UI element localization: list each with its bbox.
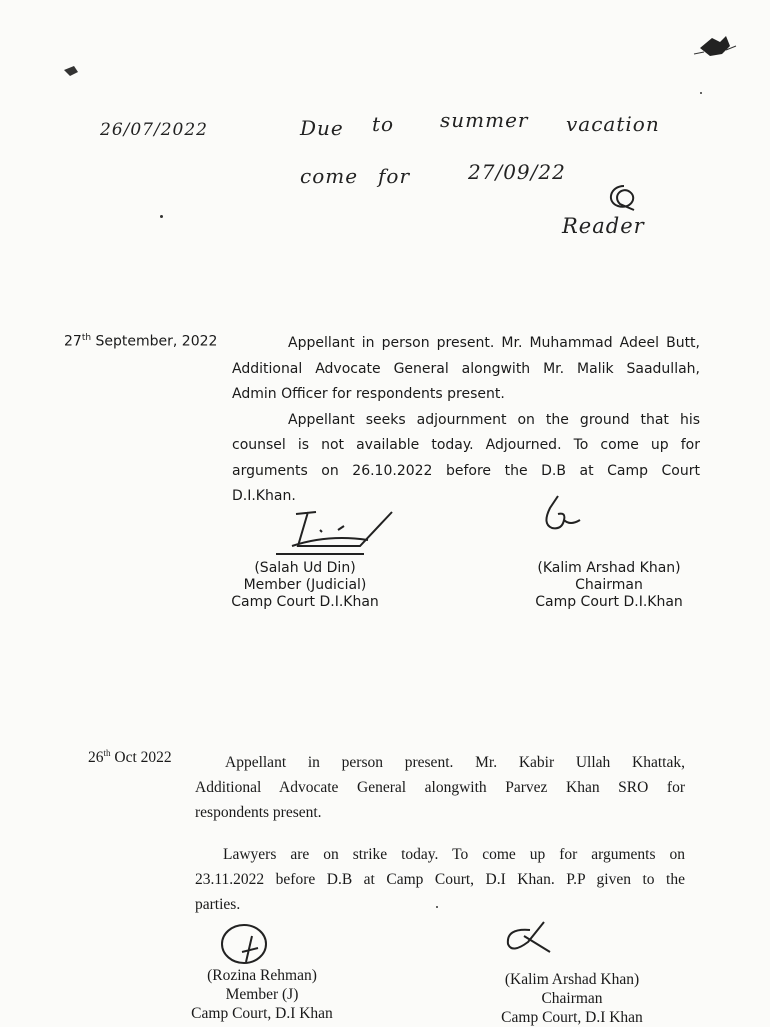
- signatory-place: Camp Court, D.I Khan: [191, 1005, 333, 1022]
- signatory-name: (Rozina Rehman): [207, 967, 317, 984]
- reader-initials-signature: [604, 182, 644, 216]
- entry-line: Appellant in person present. Mr. Muhammad Adeel Butt,: [288, 335, 700, 351]
- scan-artifact-top-right: [690, 28, 740, 68]
- entry-line: Appellant in person present. Mr. Kabir Ullah Khattak,: [225, 754, 685, 771]
- chairman-signature: [536, 490, 586, 540]
- entry-line: Additional Advocate General alongwith Mr. Malik Saadullah,: [232, 360, 700, 377]
- entry-line: Additional Advocate General alongwith Parvez Khan SRO for: [195, 779, 685, 796]
- entry-line: Lawyers are on strike today. To come up for arguments on: [223, 846, 685, 863]
- scan-speck: [700, 92, 702, 94]
- handwritten-word: come: [300, 164, 359, 188]
- handwritten-word: for: [378, 164, 411, 188]
- entry-line: parties.: [195, 896, 241, 913]
- entry-line: 23.11.2022 before D.B at Camp Court, D.I Khan. P.P given to the: [195, 871, 685, 888]
- handwritten-word: Due: [300, 116, 344, 140]
- signatory-title: Member (Judicial): [243, 577, 367, 593]
- entry-line: Appellant seeks adjournment on the ground that his: [288, 411, 700, 428]
- handwritten-word: summer: [440, 108, 529, 132]
- signatory-title: Member (J): [225, 986, 299, 1003]
- member-signature: [268, 506, 398, 560]
- entry-line: D.I.Khan.: [232, 488, 296, 504]
- signatory-place: Camp Court D.I.Khan: [231, 594, 379, 610]
- signatory-place: Camp Court, D.I Khan: [501, 1009, 643, 1026]
- handwritten-word: vacation: [566, 112, 660, 136]
- entry-body: [232, 331, 700, 510]
- chairman-signature: [500, 918, 560, 958]
- member-signature: [218, 922, 278, 968]
- entry-line: Admin Officer for respondents present.: [232, 386, 505, 402]
- signatory-right: [488, 970, 656, 1027]
- reader-label: Reader: [562, 214, 645, 238]
- signatory-right: [526, 560, 692, 611]
- signatory-left: [180, 966, 344, 1023]
- entry-body: [195, 750, 685, 917]
- signatory-place: Camp Court D.I.Khan: [535, 594, 683, 610]
- signatory-name: (Salah Ud Din): [254, 560, 356, 576]
- entry-line: arguments on 26.10.2022 before the D.B at Camp Court: [232, 462, 700, 479]
- signatory-title: Chairman: [575, 577, 643, 593]
- entry-line: counsel is not available today. Adjourned. To come up for: [232, 437, 700, 453]
- signatory-left: [223, 560, 387, 611]
- entry-date: 27th September, 2022: [64, 333, 218, 350]
- handwritten-date: 27/09/22: [468, 160, 566, 184]
- entry-date: 26th Oct 2022: [88, 748, 172, 767]
- scan-artifact-top-left: [60, 60, 90, 80]
- signatory-name: (Kalim Arshad Khan): [537, 560, 681, 576]
- handwritten-word: to: [372, 112, 395, 136]
- handwritten-date: 26/07/2022: [100, 120, 208, 140]
- scan-speck: [160, 215, 163, 218]
- signatory-title: Chairman: [541, 990, 603, 1007]
- entry-line: respondents present.: [195, 804, 322, 821]
- signatory-name: (Kalim Arshad Khan): [504, 971, 640, 988]
